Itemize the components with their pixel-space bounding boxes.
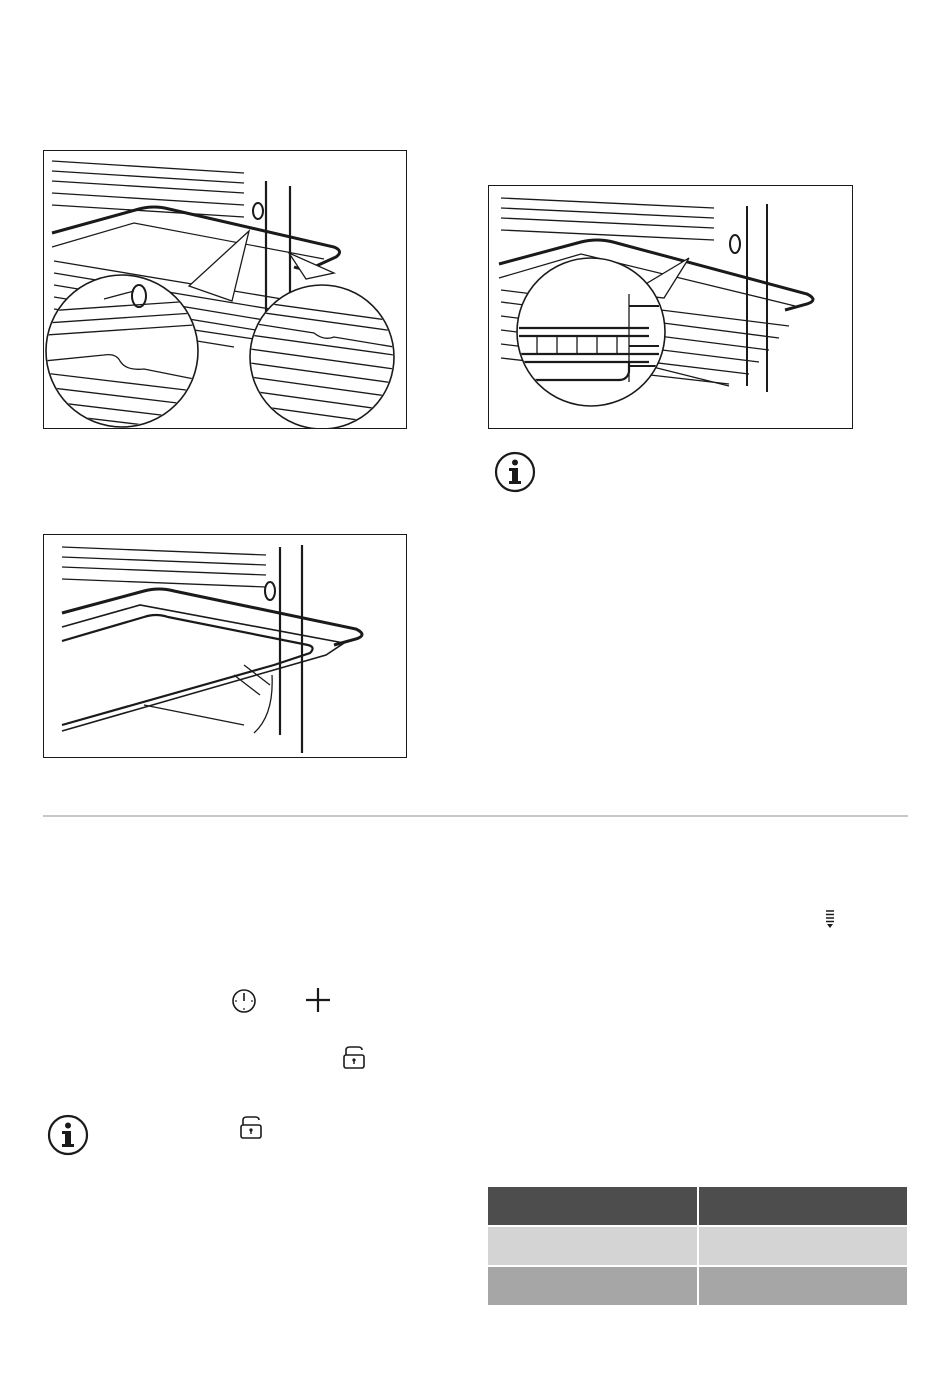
section-divider	[43, 815, 908, 817]
baking-tray-insertion-figure	[43, 534, 407, 758]
table-row	[488, 1226, 907, 1266]
oven-baking-tray-illustration	[44, 535, 407, 758]
unlock-icon	[239, 1115, 263, 1141]
info-icon	[494, 451, 536, 493]
plus-icon	[304, 986, 332, 1014]
table-header-cell	[698, 1187, 907, 1226]
wire-shelf-insertion-figure	[43, 150, 407, 429]
table-cell	[488, 1266, 698, 1305]
data-table	[488, 1187, 907, 1305]
clock-icon	[231, 988, 257, 1014]
oven-wire-shelf-detail-illustration	[44, 151, 407, 429]
table-cell	[698, 1266, 907, 1305]
table-cell	[698, 1226, 907, 1266]
scroll-down-icon	[825, 909, 835, 929]
wire-shelf-side-detail-figure	[488, 185, 853, 429]
table-header-row	[488, 1187, 907, 1226]
table-header-cell	[488, 1187, 698, 1226]
unlock-icon	[342, 1045, 366, 1071]
oven-wire-shelf-runner-illustration	[489, 186, 853, 429]
table-cell	[488, 1226, 698, 1266]
info-icon	[47, 1114, 89, 1156]
table-row	[488, 1266, 907, 1305]
